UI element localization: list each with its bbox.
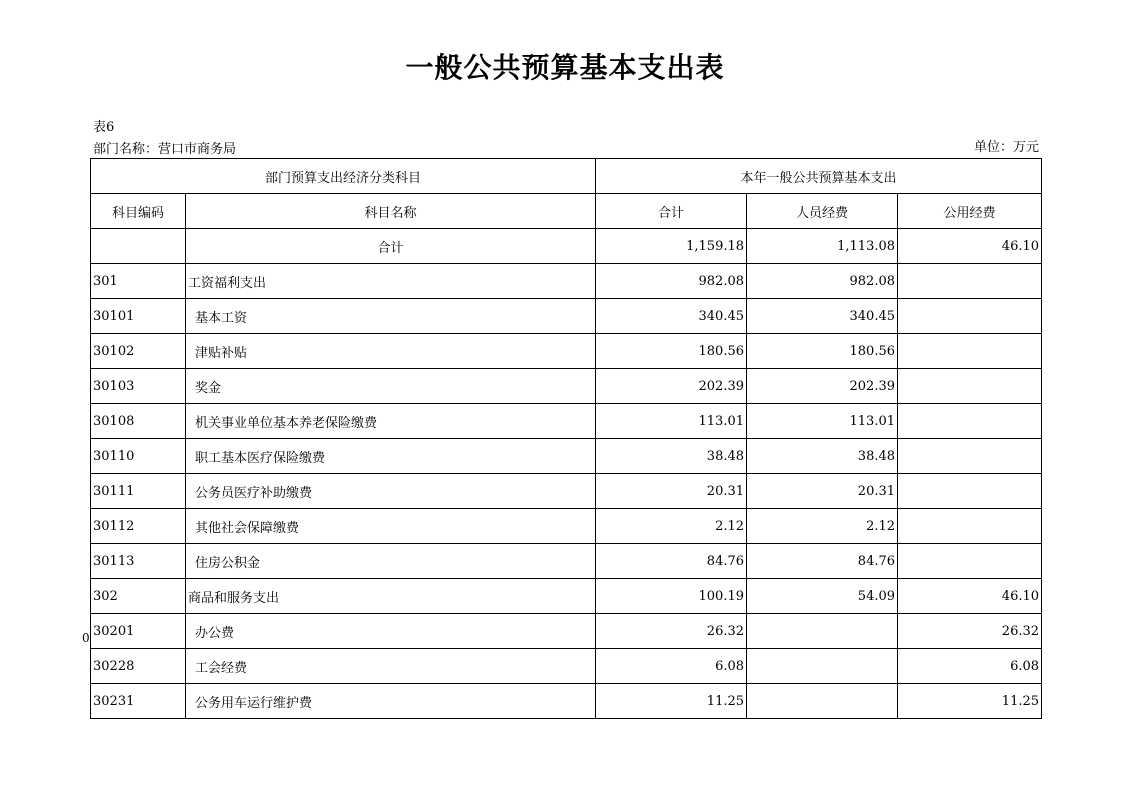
cell-public (898, 404, 1042, 439)
table-row (91, 299, 1042, 334)
cell-code (91, 229, 186, 264)
table-row (91, 334, 1042, 369)
cell-code: 30228 (91, 649, 186, 684)
cell-public: 6.08 (898, 649, 1042, 684)
cell-public (898, 474, 1042, 509)
cell-public: 46.10 (898, 229, 1042, 264)
cell-code: 30102 (91, 334, 186, 369)
cell-personnel: 84.76 (747, 544, 898, 579)
cell-total: 20.31 (596, 474, 747, 509)
header-group-left: 部门预算支出经济分类科目 (91, 159, 596, 194)
cell-personnel: 982.08 (747, 264, 898, 299)
cell-code: 30103 (91, 369, 186, 404)
cell-personnel: 202.39 (747, 369, 898, 404)
cell-code: 30231 (91, 684, 186, 719)
cell-name: 商品和服务支出 (186, 579, 596, 614)
cell-name: 津贴补贴 (186, 334, 596, 369)
cell-total: 180.56 (596, 334, 747, 369)
cell-public: 26.32 (898, 614, 1042, 649)
cell-name: 机关事业单位基本养老保险缴费 (186, 404, 596, 439)
cell-code: 30110 (91, 439, 186, 474)
cell-public (898, 299, 1042, 334)
cell-personnel: 113.01 (747, 404, 898, 439)
cell-personnel (747, 684, 898, 719)
cell-code: 30108 (91, 404, 186, 439)
department-name: 部门名称：营口市商务局 (93, 142, 237, 157)
cell-public (898, 439, 1042, 474)
cell-name: 基本工资 (186, 299, 596, 334)
table-row (91, 579, 1042, 614)
header-total: 合计 (596, 194, 747, 229)
table-row (91, 264, 1042, 299)
cell-name: 其他社会保障缴费 (186, 509, 596, 544)
cell-name: 公务用车运行维护费 (186, 684, 596, 719)
table-row (91, 404, 1042, 439)
table-row (91, 439, 1042, 474)
cell-public (898, 369, 1042, 404)
cell-personnel: 54.09 (747, 579, 898, 614)
table-row (91, 474, 1042, 509)
header-column-row (91, 194, 1042, 229)
cell-code: 301 (91, 264, 186, 299)
table-body (91, 159, 1042, 719)
table-row (91, 369, 1042, 404)
header-public: 公用经费 (898, 194, 1042, 229)
cell-code: 30111 (91, 474, 186, 509)
cell-total: 26.32 (596, 614, 747, 649)
cell-total: 38.48 (596, 439, 747, 474)
cell-name: 公务员医疗补助缴费 (186, 474, 596, 509)
header-group-right: 本年一般公共预算基本支出 (596, 159, 1042, 194)
cell-total: 2.12 (596, 509, 747, 544)
cell-name: 工资福利支出 (186, 264, 596, 299)
cell-personnel: 20.31 (747, 474, 898, 509)
header-code: 科目编码 (91, 194, 186, 229)
cell-name: 合计 (186, 229, 596, 264)
header-personnel: 人员经费 (747, 194, 898, 229)
cell-personnel: 180.56 (747, 334, 898, 369)
cell-code: 30101 (91, 299, 186, 334)
cell-personnel (747, 649, 898, 684)
cell-total: 100.19 (596, 579, 747, 614)
table-row (91, 684, 1042, 719)
cell-total: 202.39 (596, 369, 747, 404)
cell-public (898, 544, 1042, 579)
cell-personnel: 340.45 (747, 299, 898, 334)
cell-name: 奖金 (186, 369, 596, 404)
cell-personnel: 1,113.08 (747, 229, 898, 264)
budget-table (90, 158, 1042, 719)
cell-public: 46.10 (898, 579, 1042, 614)
cell-public (898, 264, 1042, 299)
cell-code: 302 (91, 579, 186, 614)
table-row (91, 614, 1042, 649)
cell-total: 11.25 (596, 684, 747, 719)
table-row (91, 649, 1042, 684)
cell-total: 113.01 (596, 404, 747, 439)
stray-mark: 0 (82, 631, 90, 645)
cell-personnel (747, 614, 898, 649)
table-row (91, 544, 1042, 579)
table-row (91, 509, 1042, 544)
cell-total: 1,159.18 (596, 229, 747, 264)
table-number: 表6 (93, 120, 115, 135)
cell-public (898, 334, 1042, 369)
header-name: 科目名称 (186, 194, 596, 229)
total-row (91, 229, 1042, 264)
cell-total: 982.08 (596, 264, 747, 299)
page-title: 一般公共预算基本支出表 (405, 51, 725, 84)
cell-name: 住房公积金 (186, 544, 596, 579)
cell-public (898, 509, 1042, 544)
cell-total: 6.08 (596, 649, 747, 684)
cell-code: 30201 (91, 614, 186, 649)
cell-name: 工会经费 (186, 649, 596, 684)
cell-public: 11.25 (898, 684, 1042, 719)
header-group-row (91, 159, 1042, 194)
cell-code: 30112 (91, 509, 186, 544)
cell-total: 84.76 (596, 544, 747, 579)
cell-name: 职工基本医疗保险缴费 (186, 439, 596, 474)
cell-total: 340.45 (596, 299, 747, 334)
unit-label: 单位：万元 (973, 140, 1039, 155)
cell-personnel: 2.12 (747, 509, 898, 544)
cell-code: 30113 (91, 544, 186, 579)
cell-personnel: 38.48 (747, 439, 898, 474)
cell-name: 办公费 (186, 614, 596, 649)
